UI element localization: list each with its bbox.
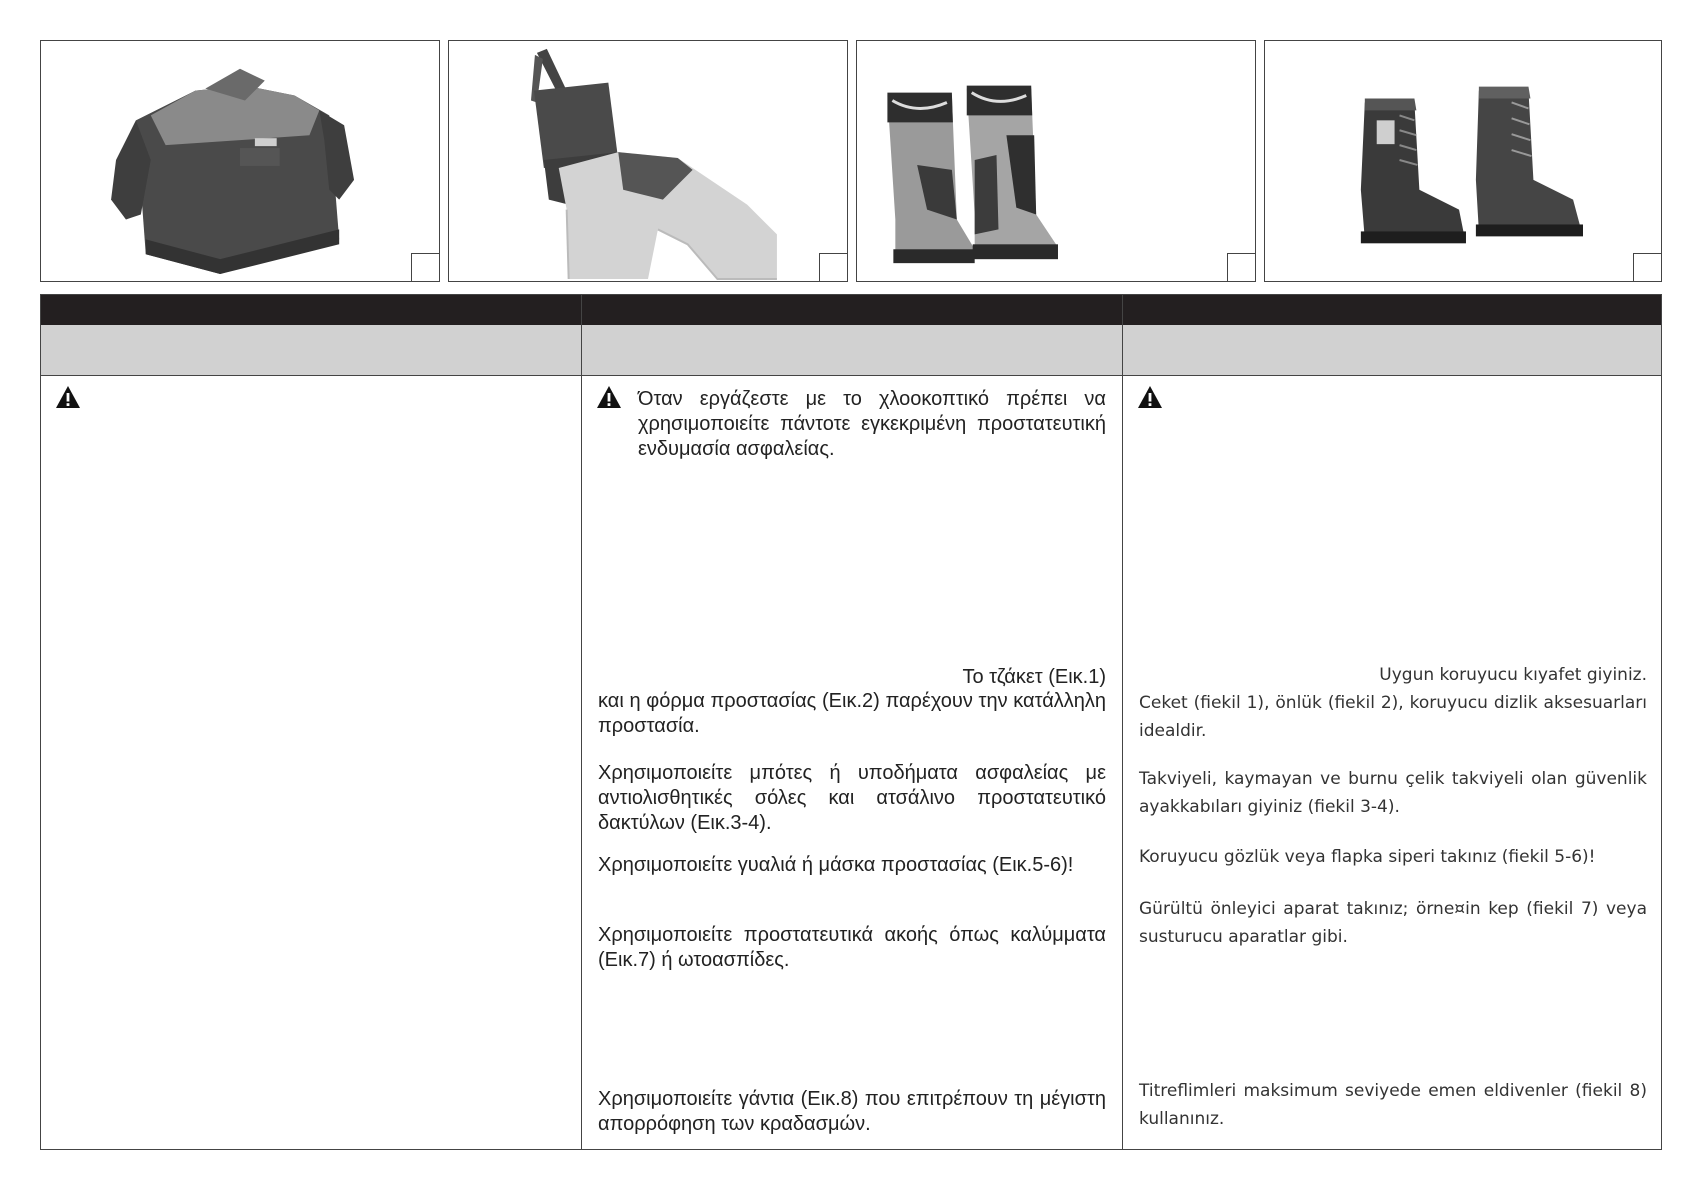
- column-empty: [41, 377, 581, 1149]
- figure-number-box: [1227, 253, 1255, 281]
- protective-trousers-illustration: [449, 41, 847, 281]
- rubber-boots-illustration: [857, 41, 1255, 281]
- figure-protective-trousers: [448, 40, 848, 282]
- turkish-glasses-text: Koruyucu gözlük veya flapka siperi takınız (fiekil 5-6)!: [1139, 847, 1596, 867]
- warning-icon: [1137, 385, 1163, 409]
- table-header-dark: [41, 295, 1661, 325]
- column-greek: [582, 377, 1122, 1149]
- figure-number-box: [819, 253, 847, 281]
- greek-intro-text: Όταν εργάζεστε με το χλοοκοπτικό πρέπει να χρησιμοποιείτε πάντοτε εγκεκριμένη προστατευτική ενδυμασία ασφαλείας.: [638, 388, 1106, 460]
- greek-glasses-text: Χρησιμοποιείτε γυαλιά ή μάσκα προστασίας (Εικ.5-6)!: [598, 854, 1074, 876]
- warning-icon: [596, 385, 622, 409]
- figure-rubber-boots: [856, 40, 1256, 282]
- table-header-light: [41, 325, 1661, 376]
- safety-clothing-table: [40, 294, 1662, 1150]
- figure-number-box: [411, 253, 439, 281]
- turkish-gloves-text: Titreflimleri maksimum seviyede emen eldivenler (fiekil 8) kullanınız.: [1139, 1081, 1647, 1129]
- greek-jacket-text: και η φόρμα προστασίας (Εικ.2) παρέχουν την κατάλληλη προστασία.: [598, 690, 1106, 737]
- figure-number-box: [1633, 253, 1661, 281]
- greek-gloves-text: Χρησιμοποιείτε γάντια (Εικ.8) που επιτρέπουν τη μέγιστη απορρόφηση των κραδασμών.: [598, 1088, 1106, 1135]
- figure-jacket: [40, 40, 440, 282]
- leather-boots-illustration: [1265, 41, 1661, 281]
- turkish-boots-text: Takviyeli, kaymayan ve burnu çelik takviyeli olan güvenlik ayakkabıları giyiniz (fiekil 3-4).: [1139, 769, 1647, 817]
- column-turkish: [1123, 377, 1663, 1149]
- jacket-illustration: [41, 41, 439, 281]
- figure-leather-boots: [1264, 40, 1662, 282]
- turkish-hearing-text: Gürültü önleyici aparat takınız; örne¤in kep (fiekil 7) veya susturucu aparatlar gibi.: [1139, 899, 1647, 947]
- turkish-clothing-line1: Uygun koruyucu kıyafet giyiniz.: [1379, 665, 1647, 685]
- greek-hearing-text: Χρησιμοποιείτε προστατευτικά ακοής όπως καλύμματα (Εικ.7) ή ωτοασπίδες.: [598, 924, 1106, 971]
- greek-boots-text: Χρησιμοποιείτε μπότες ή υποδήματα ασφαλείας με αντιολισθητικές σόλες και ατσάλινο προστατευτικό δακτύλων (Εικ.3-4).: [598, 762, 1106, 834]
- warning-icon: [55, 385, 81, 409]
- turkish-clothing-text: Ceket (fiekil 1), önlük (fiekil 2), koruyucu dizlik aksesuarları idealdir.: [1139, 693, 1647, 741]
- greek-jacket-line1: Το τζάκετ (Εικ.1): [962, 666, 1106, 688]
